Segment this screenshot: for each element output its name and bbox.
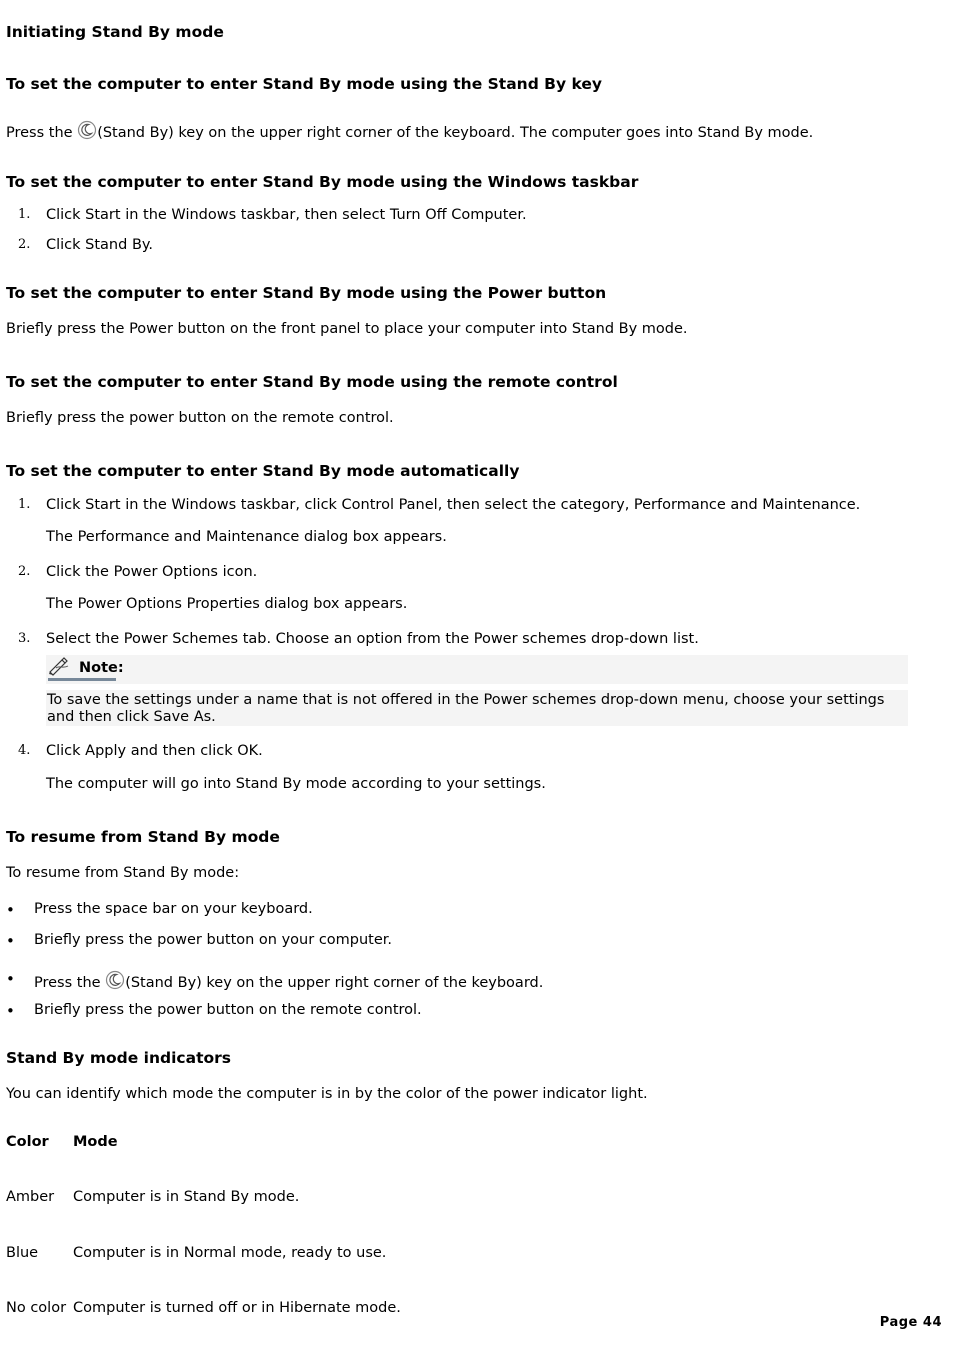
heading-resume: To resume from Stand By mode <box>6 828 280 846</box>
bullet-dot: • <box>6 970 15 988</box>
table-cell-color: No color <box>6 1300 67 1316</box>
standby-moon-icon <box>77 120 97 144</box>
table-cell-mode: Computer is in Normal mode, ready to use. <box>73 1245 387 1261</box>
step-number: 4. <box>18 743 31 758</box>
note-header <box>46 655 908 684</box>
page-number: Page 44 <box>879 1315 942 1330</box>
heading-remote-control: To set the computer to enter Stand By mode using the remote control <box>6 373 618 391</box>
step-text: Click Stand By. <box>46 237 154 253</box>
note-label: Note: <box>79 660 124 676</box>
indicators-intro: You can identify which mode the computer is in by the color of the power indicator light. <box>6 1086 648 1102</box>
step-text: Select the Power Schemes tab. Choose an option from the Power schemes drop-down list. <box>46 631 699 647</box>
page-title: Initiating Stand By mode <box>6 23 224 41</box>
heading-standby-key: To set the computer to enter Stand By mode using the Stand By key <box>6 75 603 93</box>
bullet-dot: • <box>6 901 15 919</box>
step-number: 2. <box>18 237 31 252</box>
heading-indicators: Stand By mode indicators <box>6 1049 232 1067</box>
resume-item: Briefly press the power button on the remote control. <box>34 1002 422 1018</box>
table-cell-mode: Computer is in Stand By mode. <box>73 1189 300 1205</box>
heading-power-button: To set the computer to enter Stand By mode using the Power button <box>6 284 607 302</box>
table-cell-color: Amber <box>6 1189 55 1205</box>
resume-item-pre: Press the <box>34 975 101 991</box>
step-text: Click the Power Options icon. <box>46 564 258 580</box>
standby-key-paragraph <box>6 120 813 144</box>
step-number: 1. <box>18 207 31 222</box>
bullet-dot: • <box>6 932 15 950</box>
step-number: 3. <box>18 631 31 646</box>
standby-key-text-pre: Press the <box>6 125 73 141</box>
note-pencil-icon <box>47 656 71 680</box>
step-result: The Power Options Properties dialog box appears. <box>46 596 408 612</box>
resume-item: Briefly press the power button on your computer. <box>34 932 393 948</box>
table-cell-mode: Computer is turned off or in Hibernate mode. <box>73 1300 401 1316</box>
heading-automatically: To set the computer to enter Stand By mode automatically <box>6 462 520 480</box>
standby-moon-icon <box>105 970 125 994</box>
bullet-dot: • <box>6 1002 15 1020</box>
step-number: 1. <box>18 497 31 512</box>
note-text: To save the settings under a name that is not offered in the Power schemes drop-down menu, choose your settings and then click Save As. <box>47 692 885 725</box>
resume-item <box>34 970 543 994</box>
remote-control-paragraph: Briefly press the power button on the remote control. <box>6 410 394 426</box>
table-header-mode: Mode <box>73 1134 118 1150</box>
standby-key-text-post: (Stand By) key on the upper right corner of the keyboard. The computer goes into Stand By mode. <box>97 125 814 141</box>
resume-intro: To resume from Stand By mode: <box>6 865 240 881</box>
step-text: Click Start in the Windows taskbar, then select Turn Off Computer. <box>46 207 527 223</box>
table-header-color: Color <box>6 1134 49 1150</box>
note-underline <box>48 678 116 681</box>
step-text: Click Start in the Windows taskbar, click Control Panel, then select the category, Performance and Maintenance. <box>46 497 861 513</box>
step-result: The Performance and Maintenance dialog box appears. <box>46 529 447 545</box>
step-result: The computer will go into Stand By mode according to your settings. <box>46 776 546 792</box>
table-cell-color: Blue <box>6 1245 39 1261</box>
resume-item-post: (Stand By) key on the upper right corner of the keyboard. <box>125 975 544 991</box>
step-text: Click Apply and then click OK. <box>46 743 263 759</box>
resume-item: Press the space bar on your keyboard. <box>34 901 313 917</box>
heading-windows-taskbar: To set the computer to enter Stand By mode using the Windows taskbar <box>6 173 639 191</box>
step-number: 2. <box>18 564 31 579</box>
power-button-paragraph: Briefly press the Power button on the front panel to place your computer into Stand By mode. <box>6 321 688 337</box>
